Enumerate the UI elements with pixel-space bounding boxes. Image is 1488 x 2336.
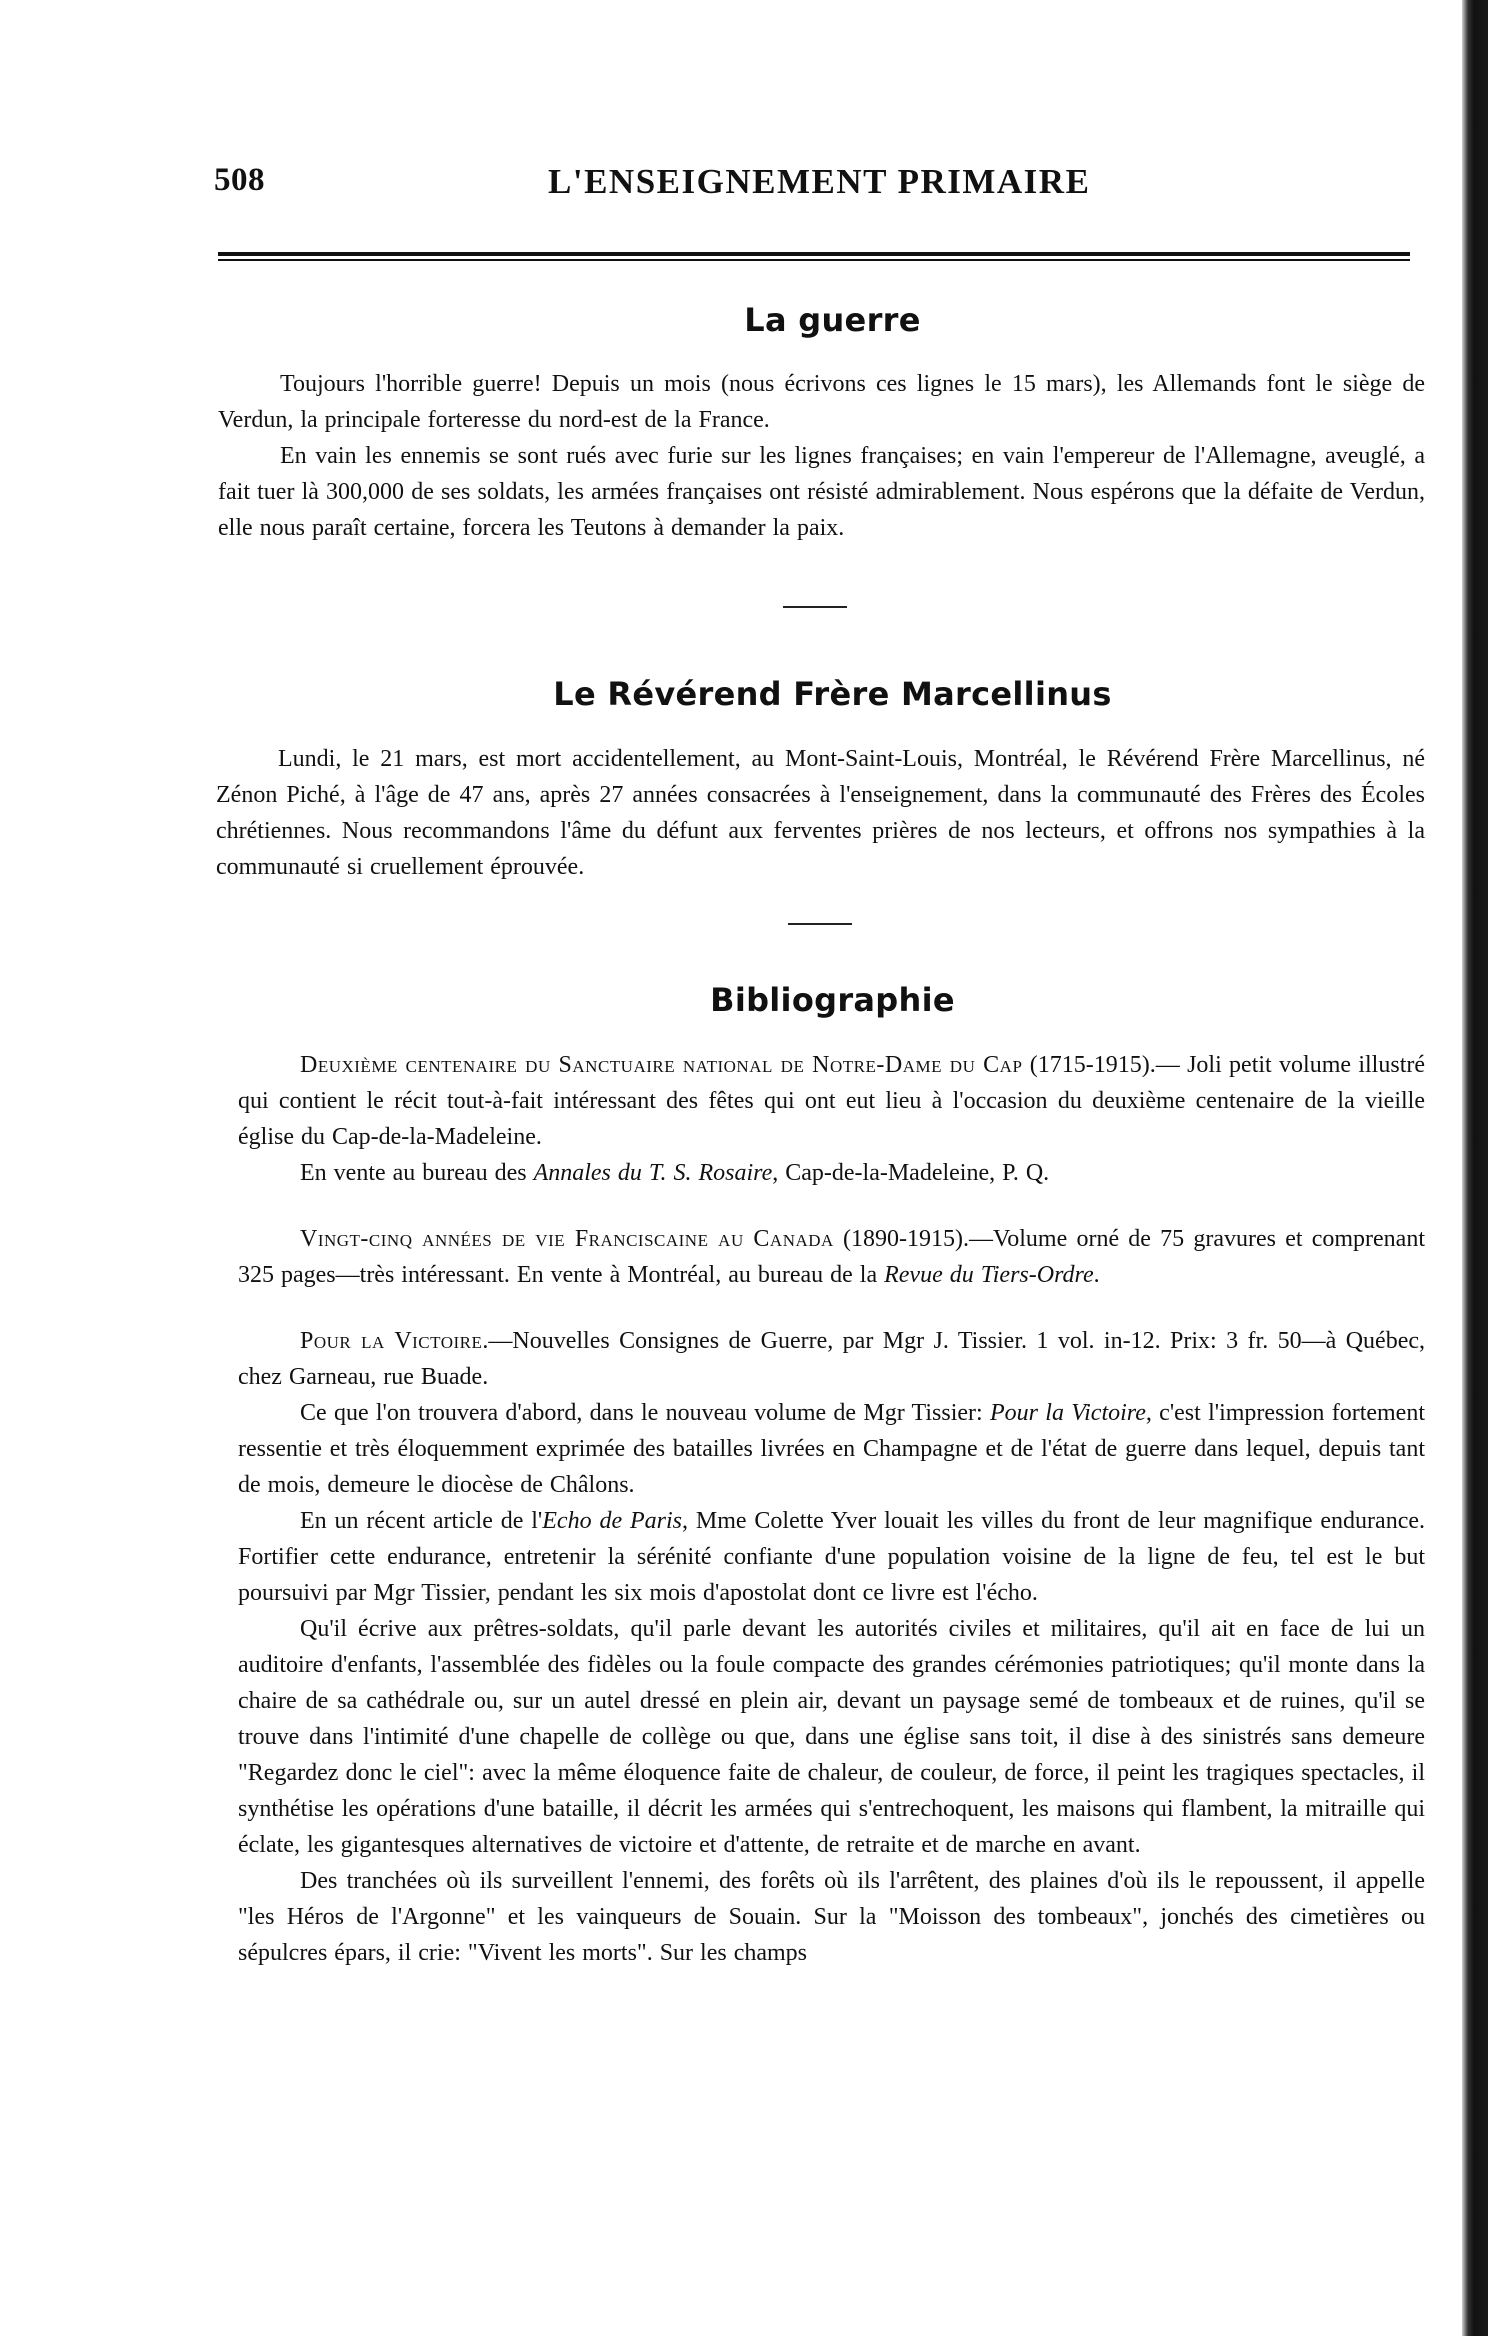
section-separator: [783, 606, 847, 608]
entry-3-p2-italic: Pour la Victoire: [990, 1400, 1146, 1426]
entry-3-paragraph-4: Qu'il écrive aux prêtres-soldats, qu'il parle devant les autorités civiles et militaires, qu'il ait en face de lui un auditoire d'enfants, l'assemblée des fidèles ou la foule compacte des grandes cérémonies patriotiques; qu'il monte dans la chaire de sa cathédrale ou, sur un autel dressé en plein air, devant un paysage semé de tombeaux et de ruines, qu'il se trouve dans l'intimité d'une chapelle de collège ou que, dans une église sans toit, il dise à des sinistrés sans demeure "Regardez donc le ciel": avec la même éloquence faite de chaleur, de couleur, de force, il peint les tragiques spectacles, il synthétise les opérations d'une bataille, il décrit les armées qui s'entrechoquent, les maisons qui flambent, la mitraille qui éclate, les gigantesques alternatives de victoire et d'attente, de retraite et de marche en avant.: [238, 1616, 1425, 1858]
entry-1-sale-italic: Annales du T. S. Rosaire: [533, 1160, 773, 1186]
entry-3-intro: [238, 1323, 1425, 1395]
war-body: [200, 366, 1425, 546]
section-separator: [788, 923, 852, 925]
entry-1-book-title: Deuxième centenaire du Sanctuaire national de Notre-Dame du Cap: [300, 1052, 1023, 1078]
header-rule-thick: [218, 252, 1410, 256]
journal-title: L'ENSEIGNEMENT PRIMAIRE: [548, 162, 1091, 201]
obituary-body: [200, 741, 1425, 885]
entry-3-book-title: Pour la Victoire: [300, 1328, 483, 1354]
entry-2-dates: (1890-1915).: [833, 1226, 970, 1252]
header-rule-thin: [218, 259, 1410, 261]
entry-3-p3-italic: Echo de Paris: [542, 1508, 682, 1534]
entry-2-paragraph: [238, 1221, 1425, 1293]
entry-3-paragraph-3: [238, 1503, 1425, 1611]
war-paragraph-2: En vain les ennemis se sont rués avec furie sur les lignes françaises; en vain l'empereur de l'Allemagne, aveuglé, a fait tuer là 300,000 de ses soldats, les armées françaises ont résisté admirablement. Nous espérons que la défaite de Verdun, elle nous paraît certaine, forcera les Teutons à demander la paix.: [218, 443, 1425, 541]
entry-2-description: —Volume orné de 75 gravures et comprenant 325 pages—très intéressant. En vente à Montréal, au bureau de la: [238, 1226, 1425, 1288]
entry-2-italic: Revue du Tiers-Ordre: [884, 1262, 1094, 1288]
entry-1-description: Joli petit volume illustré qui contient le récit tout-à-fait intéressant des fêtes qui ont eut lieu à l'occasion du deuxième centenaire de la vieille église du Cap-de-la-Madeleine.: [238, 1052, 1426, 1150]
entry-3-p3-post: , Mme Colette Yver louait les villes du front de leur magnifique endurance. Fortifier cette endurance, entretenir la sérénité confiante d'une population voisine de la ligne de feu, tel est le but poursuivi par Mgr Tissier, pendant les six mois d'apostolat dont ce livre est l'écho.: [238, 1508, 1426, 1606]
entry-1-dates: (1715-1915).—: [1022, 1052, 1180, 1078]
page-number: 508: [214, 162, 265, 198]
entry-2-end: .: [1093, 1262, 1100, 1288]
entry-3-intro-text: .—Nouvelles Consignes de Guerre, par Mgr J. Tissier. 1 vol. in-12. Prix: 3 fr. 50—à Québec, chez Garneau, rue Buade.: [238, 1328, 1425, 1390]
bibliography-entry-3: [238, 1323, 1425, 1971]
book-page: [200, 150, 1425, 1971]
section-title-obituary: Le Révérend Frère Marcellinus: [553, 675, 1112, 713]
bibliography-body: [200, 1047, 1425, 1971]
entry-3-p2-post: , c'est l'impression fortement ressentie et très éloquemment exprimée des batailles livrées en Champagne et de l'état de guerre dans lequel, depuis tant de mois, demeure le diocèse de Châlons.: [238, 1400, 1426, 1498]
entry-1-sale: [238, 1155, 1425, 1191]
section-title-war: La guerre: [744, 301, 921, 339]
running-head: [200, 150, 1425, 200]
entry-3-paragraph-5: Des tranchées où ils surveillent l'ennemi, des forêts où ils l'arrêtent, des plaines d'où ils le repoussent, il appelle "les Héros de l'Argonne" et les vainqueurs de Souain. Sur la "Moisson des tombeaux", jonchés des cimetières ou sépulcres épars, il crie: "Vivent les morts". Sur les champs: [238, 1868, 1425, 1966]
war-paragraph-1: Toujours l'horrible guerre! Depuis un mois (nous écrivons ces lignes le 15 mars), les Allemands font le siège de Verdun, la principale forteresse du nord-est de la France.: [218, 371, 1425, 433]
entry-2-book-title: Vingt-cinq années de vie Franciscaine au Canada: [300, 1226, 834, 1252]
bibliography-entry-2: [238, 1221, 1425, 1293]
bibliography-entry-1: [238, 1047, 1425, 1191]
entry-3-p2-pre: Ce que l'on trouvera d'abord, dans le nouveau volume de Mgr Tissier:: [300, 1400, 990, 1426]
page-edge-shadow: [1462, 0, 1488, 2336]
header-rule: [218, 252, 1410, 261]
entry-1-sale-prefix: En vente au bureau des: [300, 1160, 534, 1186]
entry-1-heading: [238, 1047, 1425, 1155]
entry-1-sale-suffix: , Cap-de-la-Madeleine, P. Q.: [772, 1160, 1050, 1186]
entry-3-p3-pre: En un récent article de l': [300, 1508, 543, 1534]
obituary-paragraph: Lundi, le 21 mars, est mort accidentellement, au Mont-Saint-Louis, Montréal, le Révérend Frère Marcellinus, né Zénon Piché, à l'âge de 47 ans, après 27 années consacrées à l'enseignement, dans la communauté des Frères des Écoles chrétiennes. Nous recommandons l'âme du défunt aux ferventes prières de nos lecteurs, et offrons nos sympathies à la communauté si cruellement éprouvée.: [216, 746, 1425, 880]
entry-3-paragraph-2: [238, 1395, 1425, 1503]
section-title-bibliography: Bibliographie: [710, 981, 955, 1019]
